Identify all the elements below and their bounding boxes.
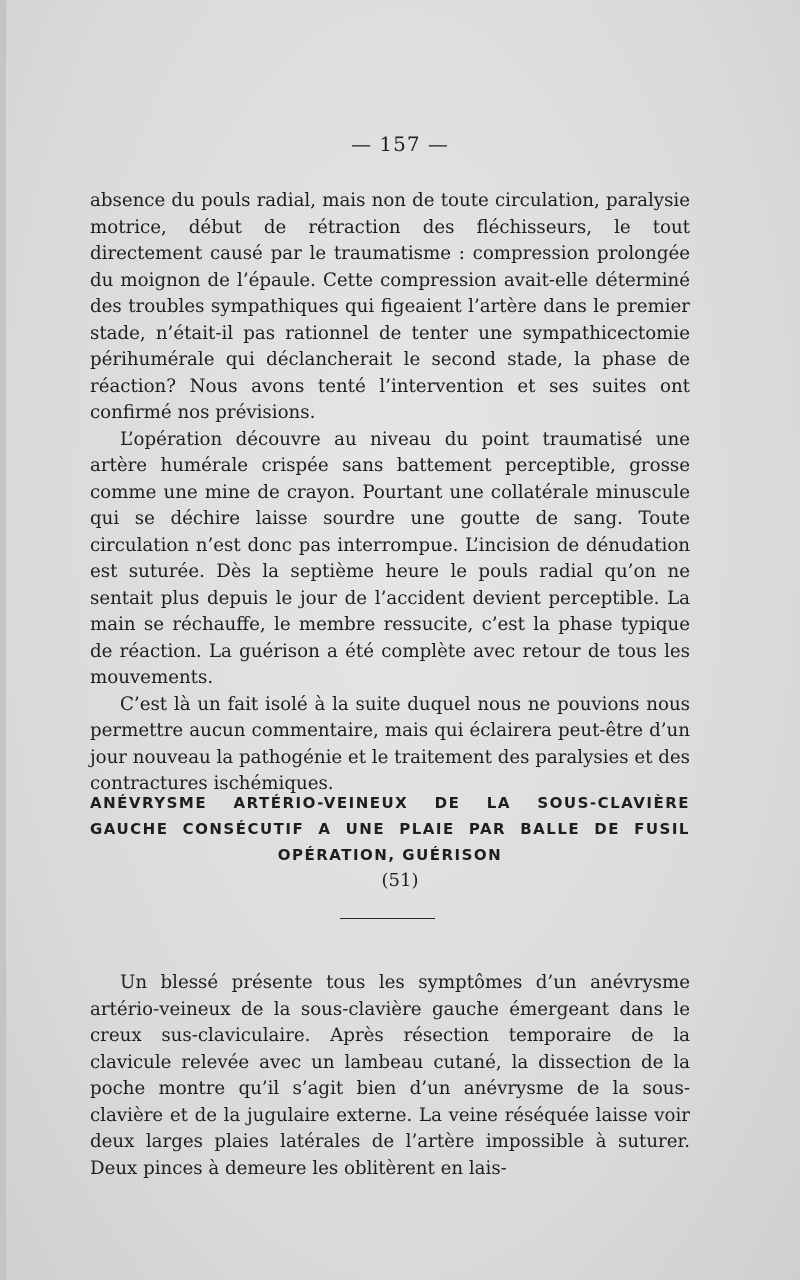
paragraph-conclusion: C’est là un fait isolé à la suite duquel nous ne pouvions nous permettre aucun commentaire, mais qui éclairera peut-être d’un jour nouveau la pathogénie et le traitement des paralysies et des contractures ischémiques. [90, 693, 690, 794]
paragraph-operation: L’opération découvre au niveau du point traumatisé une artère humérale crispée sans battement perceptible, grosse comme une mine de crayon. Pourtant une collatérale minuscule qui se déchire laisse sourdre une goutte de sang. Toute circulation n’est donc pas interrompue. L’incision de dénudation est suturée. Dès la septième heure le pouls radial qu’on ne sentait plus depuis le jour de l’accident devient perceptible. La main se réchauffe, le membre ressucite, c’est la phase typique de réaction. La guérison a été complète avec retour de tous les mouvements. [90, 428, 690, 688]
section-heading-line-3: OPÉRATION, GUÉRISON [277, 846, 503, 864]
paragraph-case-description: Un blessé présente tous les symptômes d’un anévrysme artério-veineux de la sous-clavière gauche émergeant dans le creux sus-claviculaire. Après résection temporaire de la clavicule relevée avec un lambeau cutané, la dissection de la poche montre qu’il s’agit bien d’un anévrysme de la sous-clavière et de la jugulaire externe. La veine réséquée laisse voir deux larges plaies latérales de l’artère impossible à suturer. Deux pinces à demeure les oblitèrent en lais- [90, 972, 690, 1179]
section-heading-line-2: GAUCHE CONSÉCUTIF A UNE PLAIE PAR BALLE DE FUSIL [90, 820, 690, 838]
page-edge-shadow [0, 0, 6, 1280]
section-heading [90, 790, 690, 868]
section-divider [340, 918, 435, 919]
section-heading-line-1: ANÉVRYSME ARTÉRIO-VEINEUX DE LA SOUS-CLAVIÈRE [90, 794, 690, 812]
paragraph-continued: absence du pouls radial, mais non de toute circulation, paralysie motrice, début de rétraction des fléchisseurs, le tout directement causé par le traumatisme : compression prolongée du moignon de l’épaule. Cette compression avait-elle déterminé des troubles sympathiques qui figeaient l’artère dans le premier stade, n’était-il pas rationnel de tenter une sympathicectomie périhumérale qui déclancherait le second stade, la phase de réaction? Nous avons tenté l’intervention et ses suites ont confirmé nos prévisions. [90, 190, 690, 423]
body-text [90, 188, 690, 798]
reference-number: (51) [381, 870, 419, 891]
section-body-text [90, 970, 690, 1182]
page-number: — 157 — [351, 132, 449, 156]
